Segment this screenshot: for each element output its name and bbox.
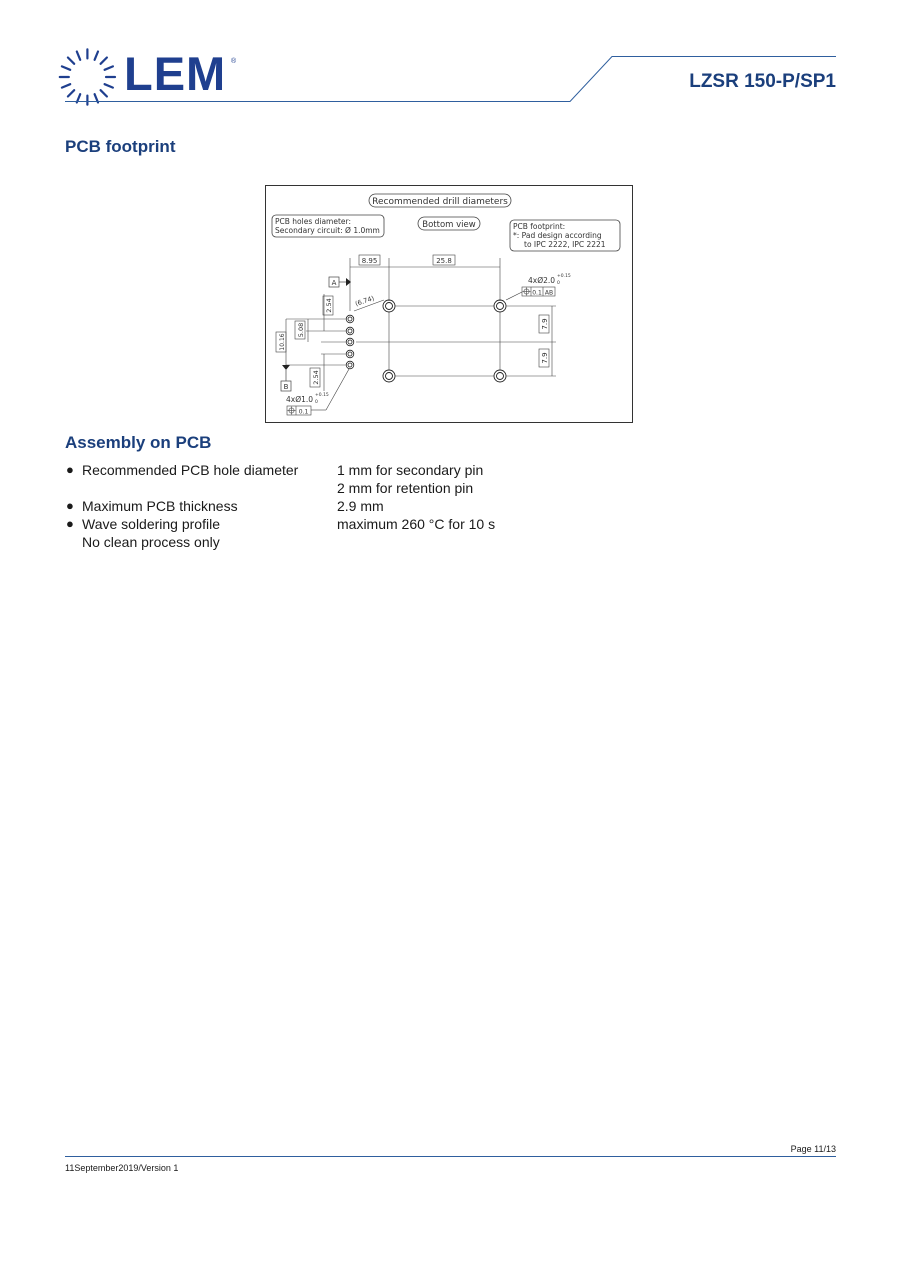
footer-rule: [0, 1150, 900, 1160]
small-tol-value: 0.1: [298, 408, 309, 416]
footprint-note-line3: to IPC 2222, IPC 2221: [524, 240, 606, 249]
spec-value-pcb-thickness: 2.9 mm: [337, 498, 384, 514]
dim-5-08: 5.08: [297, 322, 305, 338]
dim-2-54-bottom: 2.54: [312, 370, 320, 385]
dim-6-74: (6.74): [354, 294, 376, 308]
product-name: LZSR 150-P/SP1: [689, 71, 836, 92]
small-holes-tol-upper: +0.15: [315, 393, 329, 398]
page-number: Page 11/13: [790, 1144, 836, 1154]
spec-label-pcb-thickness: Maximum PCB thickness: [82, 498, 238, 514]
large-holes-tol-lower: 0: [557, 281, 560, 286]
holes-note-line1: PCB holes diameter:: [275, 217, 352, 226]
large-holes: [383, 300, 506, 382]
center-lines: [356, 306, 556, 376]
spec-value-retention-pin: 2 mm for retention pin: [337, 480, 474, 496]
small-holes-callout: 4xØ1.0: [286, 395, 314, 404]
large-tol-ref: AB: [544, 289, 554, 297]
lem-sunburst-icon: [60, 49, 115, 104]
left-dimensions: [276, 294, 346, 391]
spec-value-wave-soldering: maximum 260 °C for 10 s: [337, 516, 496, 532]
registered-mark: ®: [231, 58, 237, 65]
right-dimensions: [539, 306, 552, 376]
dim-7-9-bottom: 7.9: [541, 352, 549, 364]
holes-note-line2: Secondary circuit: Ø 1.0mm: [275, 226, 380, 235]
bullet-icon: ●: [66, 516, 74, 531]
view-label: Bottom view: [422, 220, 476, 230]
pcb-footprint-title: PCB footprint: [65, 137, 176, 156]
footprint-note-line1: PCB footprint:: [513, 222, 566, 231]
footprint-note-line2: *: Pad design according: [513, 231, 602, 240]
spec-label-wave-soldering: Wave soldering profile: [82, 516, 220, 532]
large-tol-value: 0.1: [532, 289, 542, 297]
large-holes-callout: 4xØ2.0: [528, 276, 556, 285]
assembly-title: Assembly on PCB: [65, 433, 212, 452]
spec-value-secondary-pin: 1 mm for secondary pin: [337, 462, 484, 478]
spec-label-hole-diameter: Recommended PCB hole diameter: [82, 462, 299, 478]
no-clean-note: No clean process only: [82, 534, 220, 550]
small-holes-tol-lower: 0: [315, 400, 318, 405]
dim-7-9-top: 7.9: [541, 318, 549, 330]
bullet-icon: ●: [66, 462, 74, 477]
dim-25-8: 25.8: [436, 257, 452, 265]
dim-8-95: 8.95: [361, 257, 378, 265]
dim-10-16: 10.16: [279, 333, 286, 351]
pcb-footprint-drawing: [265, 185, 633, 423]
drawing-title: Recommended drill diameters: [372, 197, 508, 207]
drawing-canvas: [266, 186, 632, 422]
small-holes: [346, 315, 354, 369]
version-date: 11September2019/Version 1: [65, 1163, 179, 1173]
datum-b: B: [283, 383, 289, 391]
datum-b-triangle-icon: [282, 365, 290, 370]
dim-2-54-top: 2.54: [325, 298, 333, 313]
logo-wordmark: LEM: [124, 47, 227, 100]
bullet-icon: ●: [66, 498, 74, 513]
datum-a: A: [331, 279, 337, 287]
large-holes-tol-upper: +0.15: [557, 274, 571, 279]
